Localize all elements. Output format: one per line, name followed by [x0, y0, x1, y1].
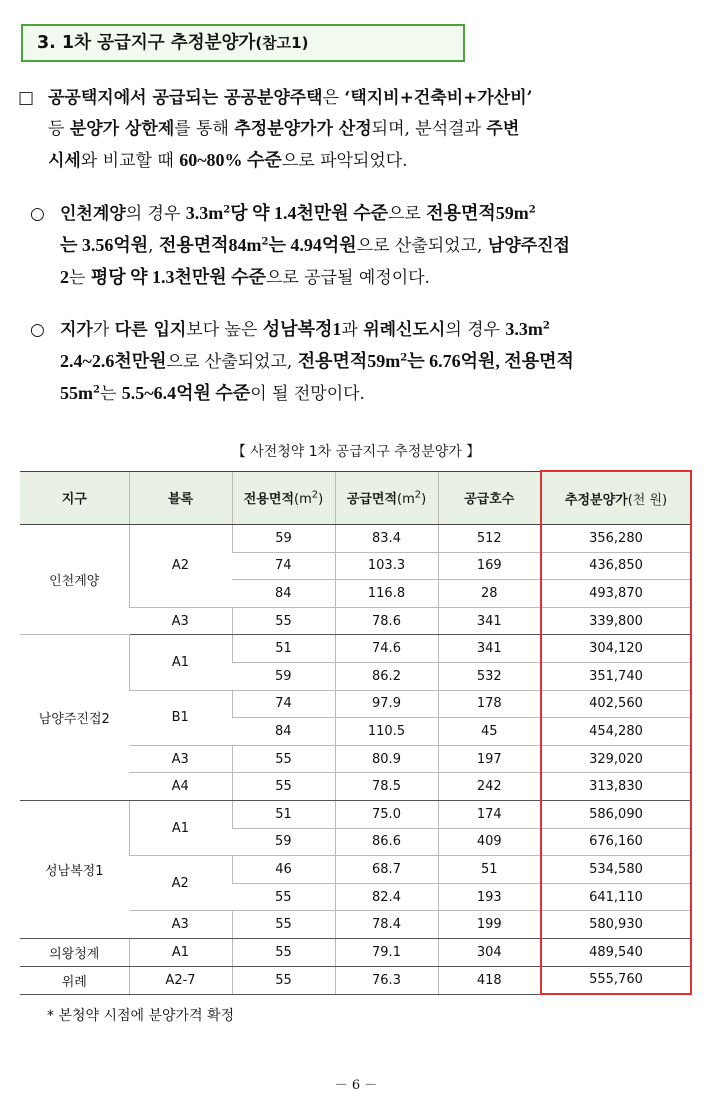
text-span: 되며, 분석결과: [371, 119, 487, 139]
cell-net-area: 59: [232, 525, 335, 553]
cell-supply-area: 76.3: [335, 966, 438, 994]
cell-supply-area: 68.7: [335, 856, 438, 884]
text-span: 3.3m: [505, 319, 543, 339]
section-title-text: 3. 1차 공급지구 추정분양가: [37, 33, 256, 53]
text-span: 당 약 1.4천만원 수준: [230, 203, 388, 223]
section-title: [21, 24, 465, 62]
square-bullet-icon: □: [18, 88, 35, 108]
cell-units: 199: [438, 911, 541, 939]
cell-supply-area: 110.5: [335, 718, 438, 746]
cell-net-area: 51: [232, 635, 335, 663]
cell-units: 304: [438, 938, 541, 966]
cell-units: 197: [438, 745, 541, 773]
header-text: 추정분양가: [564, 492, 628, 508]
text-span: 전용면적59m: [426, 203, 529, 223]
header-unit: ): [421, 492, 427, 508]
table-caption: 【 사전청약 1차 공급지구 추정분양가 】: [231, 444, 481, 460]
cell-district: 남양주진접2: [20, 635, 129, 801]
cell-supply-area: 83.4: [335, 525, 438, 553]
cell-units: 242: [438, 773, 541, 801]
superscript: 2: [400, 352, 408, 364]
text-span: 는 3.56억원: [60, 235, 149, 255]
cell-supply-area: 103.3: [335, 552, 438, 580]
cell-supply-area: 86.6: [335, 828, 438, 856]
cell-price: 493,870: [541, 580, 691, 608]
header-net-area: [232, 471, 335, 525]
circle-bullet-icon: ○: [30, 320, 45, 340]
cell-net-area: 74: [232, 552, 335, 580]
cell-net-area: 55: [232, 938, 335, 966]
superscript: 2: [261, 236, 269, 248]
text-span: 성남복정1: [262, 319, 342, 339]
cell-net-area: 55: [232, 745, 335, 773]
header-price: [541, 471, 691, 525]
cell-net-area: 51: [232, 800, 335, 828]
text-span: ‘택지비+건축비+가산비’: [344, 88, 533, 108]
cell-net-area: 46: [232, 856, 335, 884]
text-span: 추정분양가가 산정: [234, 119, 372, 139]
footnote: * 본청약 시점에 분양가격 확정: [47, 1008, 235, 1024]
header-supply-area: [335, 471, 438, 525]
header-unit: (천 원): [627, 492, 668, 508]
cell-district: 위례: [20, 966, 129, 994]
cell-block: A1: [129, 635, 232, 690]
text-span: 전용면적84m: [158, 235, 262, 255]
cell-net-area: 55: [232, 773, 335, 801]
cell-price: 580,930: [541, 911, 691, 939]
text-span: 와 비교할 때: [80, 151, 180, 171]
paragraph-incheon: [30, 198, 570, 294]
cell-net-area: 55: [232, 911, 335, 939]
superscript: 2: [414, 489, 422, 501]
cell-block: A3: [129, 911, 232, 939]
cell-supply-area: 74.6: [335, 635, 438, 663]
superscript: 2: [542, 320, 550, 332]
cell-price: 676,160: [541, 828, 691, 856]
text-span: 는: [99, 384, 122, 404]
cell-price: 304,120: [541, 635, 691, 663]
text-span: 과: [341, 320, 364, 340]
text-span: 는: [69, 268, 91, 288]
cell-supply-area: 86.2: [335, 662, 438, 690]
text-span: 보다 높은: [186, 320, 263, 340]
text-span: 으로 공급될 예정이다.: [265, 268, 430, 288]
cell-units: 193: [438, 883, 541, 911]
text-span: 주변: [486, 119, 520, 139]
superscript: 2: [93, 384, 100, 396]
text-span: 의 경우: [445, 320, 506, 340]
page-number: － 6 －: [334, 1078, 378, 1093]
cell-units: 418: [438, 966, 541, 994]
cell-price: 534,580: [541, 856, 691, 884]
text-span: 전용면적59m: [297, 351, 401, 371]
text-span: 이 될 전망이다.: [250, 384, 365, 404]
cell-supply-area: 82.4: [335, 883, 438, 911]
text-span: 공공택지에서 공급되는 공공분양주택: [48, 88, 323, 108]
cell-district: 인천계양: [20, 525, 129, 635]
cell-block: A2: [129, 525, 232, 608]
text-span: 2.4~2.6천만원: [60, 351, 167, 371]
superscript: 2: [311, 489, 319, 501]
paragraph-seongnam-wirye: [30, 314, 574, 410]
cell-units: 28: [438, 580, 541, 608]
cell-units: 341: [438, 635, 541, 663]
cell-block: A4: [129, 773, 232, 801]
text-span: 남양주진접: [487, 236, 570, 256]
text-span: 등: [48, 119, 70, 139]
cell-units: 409: [438, 828, 541, 856]
text-span: 인천계양: [60, 204, 126, 224]
text-span: 으로 산출되었고,: [356, 236, 488, 256]
cell-price: 454,280: [541, 718, 691, 746]
cell-net-area: 59: [232, 828, 335, 856]
text-span: 평당 약 1.3천만원 수준: [90, 267, 266, 287]
text-span: 지가: [60, 320, 93, 340]
text-span: 은: [322, 88, 345, 108]
table-row: [20, 525, 691, 553]
cell-units: 45: [438, 718, 541, 746]
cell-block: A1: [129, 938, 232, 966]
cell-price: 351,740: [541, 662, 691, 690]
text-span: 으로 산출되었고,: [166, 352, 298, 372]
cell-units: 174: [438, 800, 541, 828]
text-span: 5.5~6.4억원 수준: [121, 383, 251, 403]
text-span: 위례신도시: [363, 320, 446, 340]
cell-units: 341: [438, 607, 541, 635]
header-unit: ): [318, 492, 324, 508]
cell-block: A1: [129, 800, 232, 855]
header-unit: (m: [397, 492, 415, 508]
text-span: 55m: [60, 383, 93, 403]
cell-price: 555,760: [541, 966, 691, 994]
circle-bullet-icon: ○: [30, 204, 45, 224]
table-row: [20, 938, 691, 966]
table-header-row: [20, 471, 691, 525]
cell-units: 512: [438, 525, 541, 553]
cell-net-area: 74: [232, 690, 335, 718]
header-unit: (m: [294, 492, 312, 508]
cell-supply-area: 116.8: [335, 580, 438, 608]
text-span: 시세: [48, 151, 81, 171]
price-table: [20, 470, 692, 995]
cell-block: A3: [129, 607, 232, 635]
cell-net-area: 55: [232, 883, 335, 911]
table-row: [20, 635, 691, 663]
text-span: 으로 파악되었다.: [281, 151, 408, 171]
header-district: 지구: [20, 471, 129, 525]
text-span: ,: [148, 236, 159, 256]
header-block: 블록: [129, 471, 232, 525]
cell-units: 532: [438, 662, 541, 690]
cell-supply-area: 79.1: [335, 938, 438, 966]
cell-block: A2: [129, 856, 232, 911]
header-text: 전용면적: [243, 492, 295, 508]
superscript: 2: [528, 204, 536, 216]
cell-supply-area: 78.4: [335, 911, 438, 939]
cell-district: 의왕청계: [20, 938, 129, 966]
cell-block: A3: [129, 745, 232, 773]
cell-price: 436,850: [541, 552, 691, 580]
paragraph-summary: [18, 83, 533, 177]
table-row: [20, 966, 691, 994]
cell-supply-area: 78.6: [335, 607, 438, 635]
cell-district: 성남복정1: [20, 800, 129, 938]
text-span: 2: [60, 267, 69, 287]
header-text: 공급면적: [346, 492, 398, 508]
cell-supply-area: 80.9: [335, 745, 438, 773]
cell-price: 313,830: [541, 773, 691, 801]
cell-price: 586,090: [541, 800, 691, 828]
cell-supply-area: 75.0: [335, 800, 438, 828]
cell-price: 329,020: [541, 745, 691, 773]
text-span: 60~80% 수준: [179, 150, 282, 170]
cell-price: 339,800: [541, 607, 691, 635]
text-span: 다른 입지: [114, 320, 187, 340]
cell-price: 356,280: [541, 525, 691, 553]
text-span: 가: [92, 320, 115, 340]
header-units: 공급호수: [438, 471, 541, 525]
cell-supply-area: 78.5: [335, 773, 438, 801]
cell-units: 178: [438, 690, 541, 718]
cell-price: 641,110: [541, 883, 691, 911]
table-row: [20, 800, 691, 828]
cell-units: 169: [438, 552, 541, 580]
cell-supply-area: 97.9: [335, 690, 438, 718]
text-span: 는 4.94억원: [268, 235, 357, 255]
cell-price: 489,540: [541, 938, 691, 966]
cell-price: 402,560: [541, 690, 691, 718]
cell-net-area: 84: [232, 580, 335, 608]
cell-block: B1: [129, 690, 232, 745]
text-span: 분양가 상한제: [69, 119, 175, 139]
superscript: 2: [223, 204, 231, 216]
section-title-suffix: (참고1): [255, 34, 309, 52]
cell-net-area: 55: [232, 607, 335, 635]
cell-net-area: 55: [232, 966, 335, 994]
text-span: 의 경우: [125, 204, 186, 224]
cell-units: 51: [438, 856, 541, 884]
cell-block: A2-7: [129, 966, 232, 994]
cell-net-area: 84: [232, 718, 335, 746]
text-span: 으로: [387, 204, 427, 224]
text-span: 를 통해: [174, 119, 235, 139]
cell-net-area: 59: [232, 662, 335, 690]
text-span: 3.3m: [185, 203, 224, 223]
text-span: 는 6.76억원, 전용면적: [407, 351, 574, 371]
